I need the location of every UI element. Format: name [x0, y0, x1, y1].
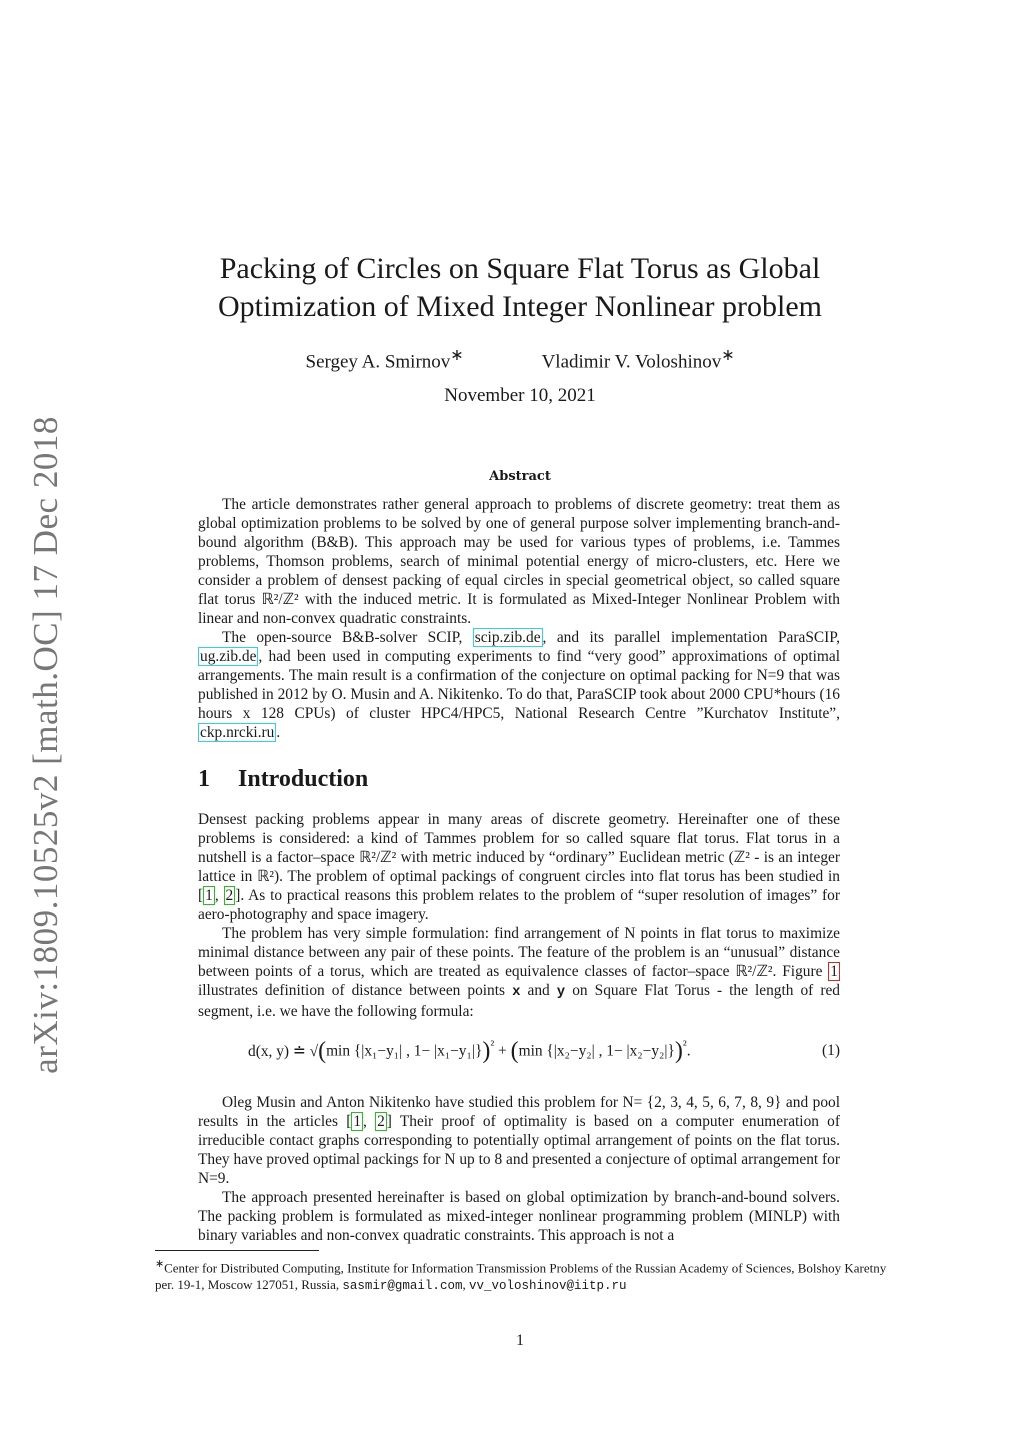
footnote-rule	[155, 1250, 319, 1251]
intro-paragraph-2: The problem has very simple formulation: find arrangement of N points in flat torus to maximize minimal distance between any pair of these points. The feature of the problem is an “unusual” distance between points of a torus, which are treated as equivalence classes of factor–space ℝ²/ℤ². Figure 1 illustrates definition of distance between points x and y on Square Flat Torus - the length of red segment, i.e. we have the following formula:	[198, 925, 840, 1020]
authors	[200, 345, 840, 373]
abstract-body	[198, 495, 840, 742]
equation-1	[198, 1028, 840, 1078]
page-number: 1	[516, 1332, 524, 1349]
link-scip[interactable]: scip.zib.de	[474, 629, 541, 646]
distance-formula: d(x, y) ≐ √(min {|x₁−y₁| , 1− |x₁−y₁|})$^{^2}$ + (min {|x₂−y₂| , 1− |x₂−y₂|})$^{^2}$.	[248, 1038, 691, 1065]
continued-text	[198, 1093, 840, 1245]
link-ug[interactable]: ug.zib.de	[200, 648, 257, 665]
author-2: Vladimir V. Voloshinov∗	[541, 347, 735, 373]
section-heading: 1 Introduction	[198, 766, 369, 792]
abstract-heading: Abstract	[489, 469, 551, 484]
figure-reference[interactable]: 1	[830, 963, 838, 980]
title-line-1: Packing of Circles on Square Flat Torus as Global	[219, 252, 821, 285]
abstract-paragraph-2: The open-source B&B-solver SCIP, scip.zib.de , and its parallel implementation ParaSCIP, ug.zib.de , had been used in computing experiments to find “very good” approximations of optimal arrangements. The main result is a confirmation of the conjecture on optimal packing for N=9 that was published in 2012 by O. Musin and A. Nikitenko. To do that, ParaSCIP took about 2000 CPU*hours (16 hours x 128 CPUs) of cluster HPC4/HPC5, National Research Centre ”Kurchatov Institute”, ckp.nrcki.ru .	[198, 629, 840, 741]
intro-paragraph-1: Densest packing problems appear in many areas of discrete geometry. Hereinafter one of these problems is considered: a kind of Tammes problem for so called square flat torus. Flat torus in a nutshell is a factor–space ℝ²/ℤ² with metric induced by “ordinary” Euclidean metric (ℤ² - is an integer lattice in ℝ²). The problem of optimal packings of congruent circles into flat torus has been studied in [ 1 , 2 ]. As to practical reasons this problem relates to the problem of “super resolution of images” for aero-photography and space imagery.	[198, 811, 840, 923]
citation-2[interactable]: 2	[225, 887, 234, 904]
equation-number: (1)	[822, 1042, 840, 1059]
intro-text	[198, 810, 840, 1021]
paragraph-4: The approach presented hereinafter is based on global optimization by branch-and-bound solvers. The packing problem is formulated as mixed-integer nonlinear programming problem (MINLP) with binary variables and non-convex quadratic constraints. This approach is not a	[198, 1189, 840, 1244]
paper-title	[130, 250, 910, 326]
paragraph-3: Oleg Musin and Anton Nikitenko have studied this problem for N= {2, 3, 4, 5, 6, 7, 8, 9} and pool results in the articles [ 1 , 2 ] Their proof of optimality is based on a computer enumeration of irreducible contact graphs corresponding to potentially optimal arrangement of points on the flat torus. They have proved optimal packings for N up to 8 and presented a conjecture of optimal arrangement for N=9.	[198, 1094, 840, 1187]
title-line-2: Optimization of Mixed Integer Nonlinear problem	[218, 290, 822, 323]
author-1: Sergey A. Smirnov∗	[305, 347, 464, 373]
email-1[interactable]: sasmir@gmail.com	[342, 1279, 463, 1294]
arxiv-identifier: arXiv:1809.10525v2 [math.OC] 17 Dec 2018	[26, 416, 65, 1074]
citation-1b[interactable]: 1	[353, 1113, 362, 1130]
citation-2b[interactable]: 2	[377, 1113, 385, 1130]
citation-1[interactable]: 1	[205, 887, 213, 904]
link-ckp[interactable]: ckp.nrcki.ru	[200, 724, 275, 741]
email-2[interactable]: vv_voloshinov@iitp.ru	[468, 1279, 627, 1294]
date: November 10, 2021	[444, 385, 596, 406]
footnote: ∗Center for Distributed Computing, Institute for Information Transmission Problems of the Russian Academy of Sciences, Bolshoy Karetny per. 19-1, Moscow 127051, Russia, sasmir@gmail.com, vv_voloshinov@iitp.ru	[155, 1258, 887, 1294]
abstract-paragraph-1: The article demonstrates rather general approach to problems of discrete geometry: treat them as global optimization problems to be solved by one of general purpose solver implementing branch-and-bound algorithm (B&B). This approach may be used for various types of problems, i.e. Tammes problems, Thomson problems, search of minimal potential energy of micro-clusters, etc. Here we consider a problem of densest packing of equal circles in special geometrical object, so called square flat torus ℝ²/ℤ² with the induced metric. It is formulated as Mixed-Integer Nonlinear Problem with linear and non-convex quadratic constraints.	[198, 496, 840, 627]
